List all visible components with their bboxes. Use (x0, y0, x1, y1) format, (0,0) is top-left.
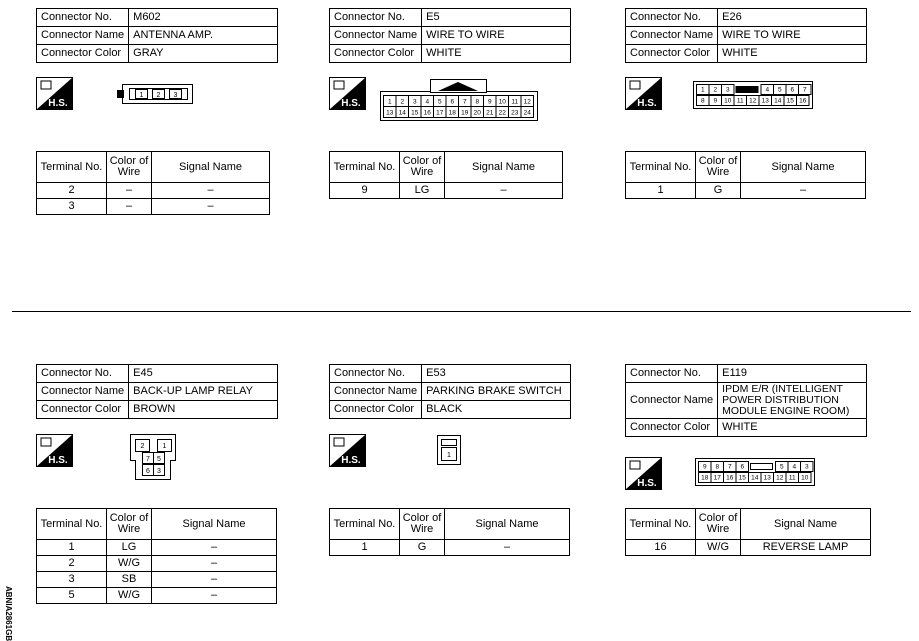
terminal-no-header: Terminal No. (626, 509, 696, 540)
hs-label: H.S. (341, 455, 361, 466)
pin-label: 2 (713, 86, 718, 94)
connector-color-label: Connector Color (626, 45, 718, 63)
connector-block-m602 (36, 8, 278, 63)
wire-color-cell: – (107, 199, 152, 215)
pin-label: 8 (715, 463, 720, 471)
terminal-no-cell: 9 (330, 183, 400, 199)
connector-name-value: IPDM E/R (INTELLIGENT POWER DISTRIBUTION MODULE ENGINE ROOM) (718, 383, 867, 419)
pin-label: 12 (523, 98, 531, 106)
connector-no-value: E53 (422, 365, 571, 383)
color-of-wire-header: Color of Wire (696, 152, 741, 183)
pin-label: 11 (511, 98, 519, 106)
hs-label: H.S. (48, 455, 68, 466)
connector-color-value: BROWN (129, 401, 278, 419)
pin-label: 7 (146, 456, 150, 463)
pin-label: 4 (765, 86, 770, 94)
pin-label: 24 (523, 109, 531, 117)
wire-color-cell: SB (107, 572, 152, 588)
connector-block-e119 (625, 364, 867, 437)
pin-label: 18 (701, 474, 709, 482)
connector-color-label: Connector Color (37, 45, 129, 63)
pin-label: 6 (790, 86, 795, 94)
pin-label: 6 (740, 463, 745, 471)
pin-label: 16 (799, 97, 807, 105)
pin-label: 2 (140, 443, 145, 450)
color-of-wire-header: Color of Wire (400, 152, 445, 183)
signal-name-cell: – (152, 540, 277, 556)
terminal-no-cell: 5 (37, 588, 107, 604)
signal-name-header: Signal Name (445, 509, 570, 540)
table-row (626, 183, 866, 199)
connector-color-value: GRAY (129, 45, 278, 63)
hs-icon (329, 434, 366, 467)
terminal-no-header: Terminal No. (330, 509, 400, 540)
connector-name-value: WIRE TO WIRE (718, 27, 867, 45)
connector-diagram-e26 (693, 81, 813, 109)
figure-id (3, 586, 15, 641)
pin-label: 10 (498, 98, 506, 106)
pin-label: 4 (792, 463, 797, 471)
signal-name-cell: – (152, 556, 277, 572)
connector-no-value: E26 (718, 9, 867, 27)
connector-name-label: Connector Name (626, 27, 718, 45)
table-row (330, 183, 563, 199)
wire-color-cell: LG (107, 540, 152, 556)
connector-name-label: Connector Name (330, 383, 422, 401)
hs-label: H.S. (341, 98, 361, 109)
connector-diagram-e119 (695, 458, 815, 486)
table-row (37, 183, 270, 199)
wire-color-cell: – (107, 183, 152, 199)
table-row (37, 556, 277, 572)
table-row (626, 540, 871, 556)
wire-color-cell: W/G (107, 588, 152, 604)
signal-name-cell: – (741, 183, 866, 199)
color-of-wire-header: Color of Wire (107, 152, 152, 183)
terminal-table-e5 (329, 151, 563, 199)
terminal-no-header: Terminal No. (626, 152, 696, 183)
hs-label: H.S. (637, 98, 657, 109)
pin-label: 14 (398, 109, 406, 117)
pin-label: 3 (412, 98, 417, 106)
pin-label: 5 (777, 86, 782, 94)
pin-label: 2 (156, 92, 161, 99)
pin-label: 15 (411, 109, 419, 117)
pin-label: 1 (139, 92, 144, 99)
terminal-table-e53 (329, 508, 570, 556)
connector-no-label: Connector No. (330, 9, 422, 27)
connector-diagram-e45 (130, 434, 176, 480)
section-divider (12, 311, 911, 312)
signal-name-header: Signal Name (445, 152, 563, 183)
pin-label: 5 (157, 456, 161, 463)
terminal-table-e45 (36, 508, 277, 604)
terminal-table-m602 (36, 151, 270, 215)
connector-diagram-e53 (437, 435, 461, 465)
table-row (37, 588, 277, 604)
terminal-table-e26 (625, 151, 866, 199)
connector-no-value: E5 (422, 9, 571, 27)
terminal-no-cell: 1 (330, 540, 400, 556)
connector-no-label: Connector No. (626, 365, 718, 383)
connector-color-label: Connector Color (330, 401, 422, 419)
pin-label: 1 (447, 452, 451, 459)
pin-label: 2 (400, 98, 405, 106)
connector-no-label: Connector No. (330, 365, 422, 383)
pin-label: 11 (736, 97, 744, 105)
pin-label: 3 (804, 463, 809, 471)
hs-label: H.S. (637, 478, 657, 489)
connector-name-value: ANTENNA AMP. (129, 27, 278, 45)
wire-color-cell: G (400, 540, 445, 556)
color-of-wire-header: Color of Wire (696, 509, 741, 540)
pin-label: 10 (724, 97, 732, 105)
pin-label: 21 (486, 109, 494, 117)
connector-diagram-e5 (380, 79, 538, 121)
connector-block-e53 (329, 364, 571, 419)
connector-diagram-m602 (117, 84, 193, 104)
connector-name-label: Connector Name (37, 27, 129, 45)
connector-info-table (36, 8, 278, 63)
terminal-table-e119 (625, 508, 871, 556)
pin-label: 10 (801, 474, 809, 482)
hs-label: H.S. (48, 98, 68, 109)
terminal-no-cell: 3 (37, 199, 107, 215)
connector-color-value: WHITE (718, 419, 867, 437)
connector-color-label: Connector Color (330, 45, 422, 63)
connector-no-label: Connector No. (37, 365, 129, 383)
terminal-no-header: Terminal No. (37, 509, 107, 540)
pin-label: 11 (788, 474, 796, 482)
pin-label: 15 (738, 474, 746, 482)
table-row (330, 540, 570, 556)
connector-name-value: WIRE TO WIRE (422, 27, 571, 45)
wire-color-cell: G (696, 183, 741, 199)
signal-name-header: Signal Name (741, 509, 871, 540)
pin-label: 13 (386, 109, 394, 117)
connector-block-e26 (625, 8, 867, 63)
terminal-no-cell: 1 (626, 183, 696, 199)
pin-label: 16 (423, 109, 431, 117)
hs-icon (625, 77, 662, 110)
pin-label: 5 (779, 463, 784, 471)
hs-icon (625, 457, 662, 490)
color-of-wire-header: Color of Wire (107, 509, 152, 540)
connector-no-value: E45 (129, 365, 278, 383)
connector-block-e5 (329, 8, 571, 63)
hs-icon (329, 77, 366, 110)
table-row (37, 572, 277, 588)
connector-name-value: BACK-UP LAMP RELAY (129, 383, 278, 401)
pin-label: 12 (776, 474, 784, 482)
hs-icon (36, 434, 73, 467)
pin-label: 3 (173, 92, 178, 99)
pin-label: 7 (727, 463, 732, 471)
pin-label: 13 (761, 97, 769, 105)
pin-label: 7 (462, 98, 467, 106)
terminal-no-cell: 1 (37, 540, 107, 556)
pin-label: 18 (448, 109, 456, 117)
pin-label: 17 (713, 474, 721, 482)
connector-name-label: Connector Name (330, 27, 422, 45)
pin-label: 12 (749, 97, 757, 105)
signal-name-cell: – (152, 588, 277, 604)
terminal-no-cell: 16 (626, 540, 696, 556)
pin-label: 14 (774, 97, 782, 105)
pin-label: 4 (425, 98, 430, 106)
pin-label: 3 (157, 468, 161, 475)
table-row (37, 540, 277, 556)
color-of-wire-header: Color of Wire (400, 509, 445, 540)
connector-no-value: E119 (718, 365, 867, 383)
signal-name-cell: – (445, 540, 570, 556)
pin-label: 22 (498, 109, 506, 117)
signal-name-cell: – (152, 183, 270, 199)
signal-name-header: Signal Name (741, 152, 866, 183)
connector-no-value: M602 (129, 9, 278, 27)
pin-label: 5 (437, 98, 442, 106)
connector-name-value: PARKING BRAKE SWITCH (422, 383, 571, 401)
connector-color-value: WHITE (422, 45, 571, 63)
pin-label: 7 (802, 86, 807, 94)
pin-label: 1 (700, 86, 705, 94)
pin-label: 14 (751, 474, 759, 482)
connector-block-e45 (36, 364, 278, 419)
pin-label: 23 (511, 109, 519, 117)
terminal-no-cell: 3 (37, 572, 107, 588)
terminal-no-header: Terminal No. (37, 152, 107, 183)
connector-name-label: Connector Name (626, 383, 718, 419)
connector-color-value: WHITE (718, 45, 867, 63)
pin-label: 9 (702, 463, 707, 471)
figure-id-text: ABNIA2861GB (4, 586, 13, 641)
pin-label: 13 (763, 474, 771, 482)
pin-label: 20 (473, 109, 481, 117)
connector-color-label: Connector Color (37, 401, 129, 419)
pin-label: 8 (475, 98, 480, 106)
pin-label: 19 (461, 109, 469, 117)
signal-name-cell: – (152, 572, 277, 588)
connector-no-label: Connector No. (626, 9, 718, 27)
pin-label: 16 (726, 474, 734, 482)
terminal-no-cell: 2 (37, 556, 107, 572)
pin-label: 6 (146, 468, 150, 475)
wire-color-cell: LG (400, 183, 445, 199)
connector-color-value: BLACK (422, 401, 571, 419)
table-row (37, 199, 270, 215)
hs-icon (36, 77, 73, 110)
signal-name-header: Signal Name (152, 509, 277, 540)
connector-name-label: Connector Name (37, 383, 129, 401)
pin-label: 9 (487, 98, 492, 106)
pin-label: 6 (450, 98, 455, 106)
connector-color-label: Connector Color (626, 419, 718, 437)
signal-name-cell: REVERSE LAMP (741, 540, 871, 556)
wire-color-cell: W/G (696, 540, 741, 556)
signal-name-cell: – (445, 183, 563, 199)
wire-color-cell: W/G (107, 556, 152, 572)
connector-no-label: Connector No. (37, 9, 129, 27)
terminal-no-header: Terminal No. (330, 152, 400, 183)
pin-key (736, 87, 758, 93)
pin-label: 3 (725, 86, 730, 94)
terminal-no-cell: 2 (37, 183, 107, 199)
pin-label: 1 (162, 443, 167, 450)
pin-key (751, 464, 773, 470)
pin-label: 8 (700, 97, 705, 105)
pin-label: 17 (436, 109, 444, 117)
signal-name-cell: – (152, 199, 270, 215)
signal-name-header: Signal Name (152, 152, 270, 183)
pin-label: 15 (786, 97, 794, 105)
pin-label: 9 (713, 97, 718, 105)
pin-label: 1 (387, 98, 392, 106)
